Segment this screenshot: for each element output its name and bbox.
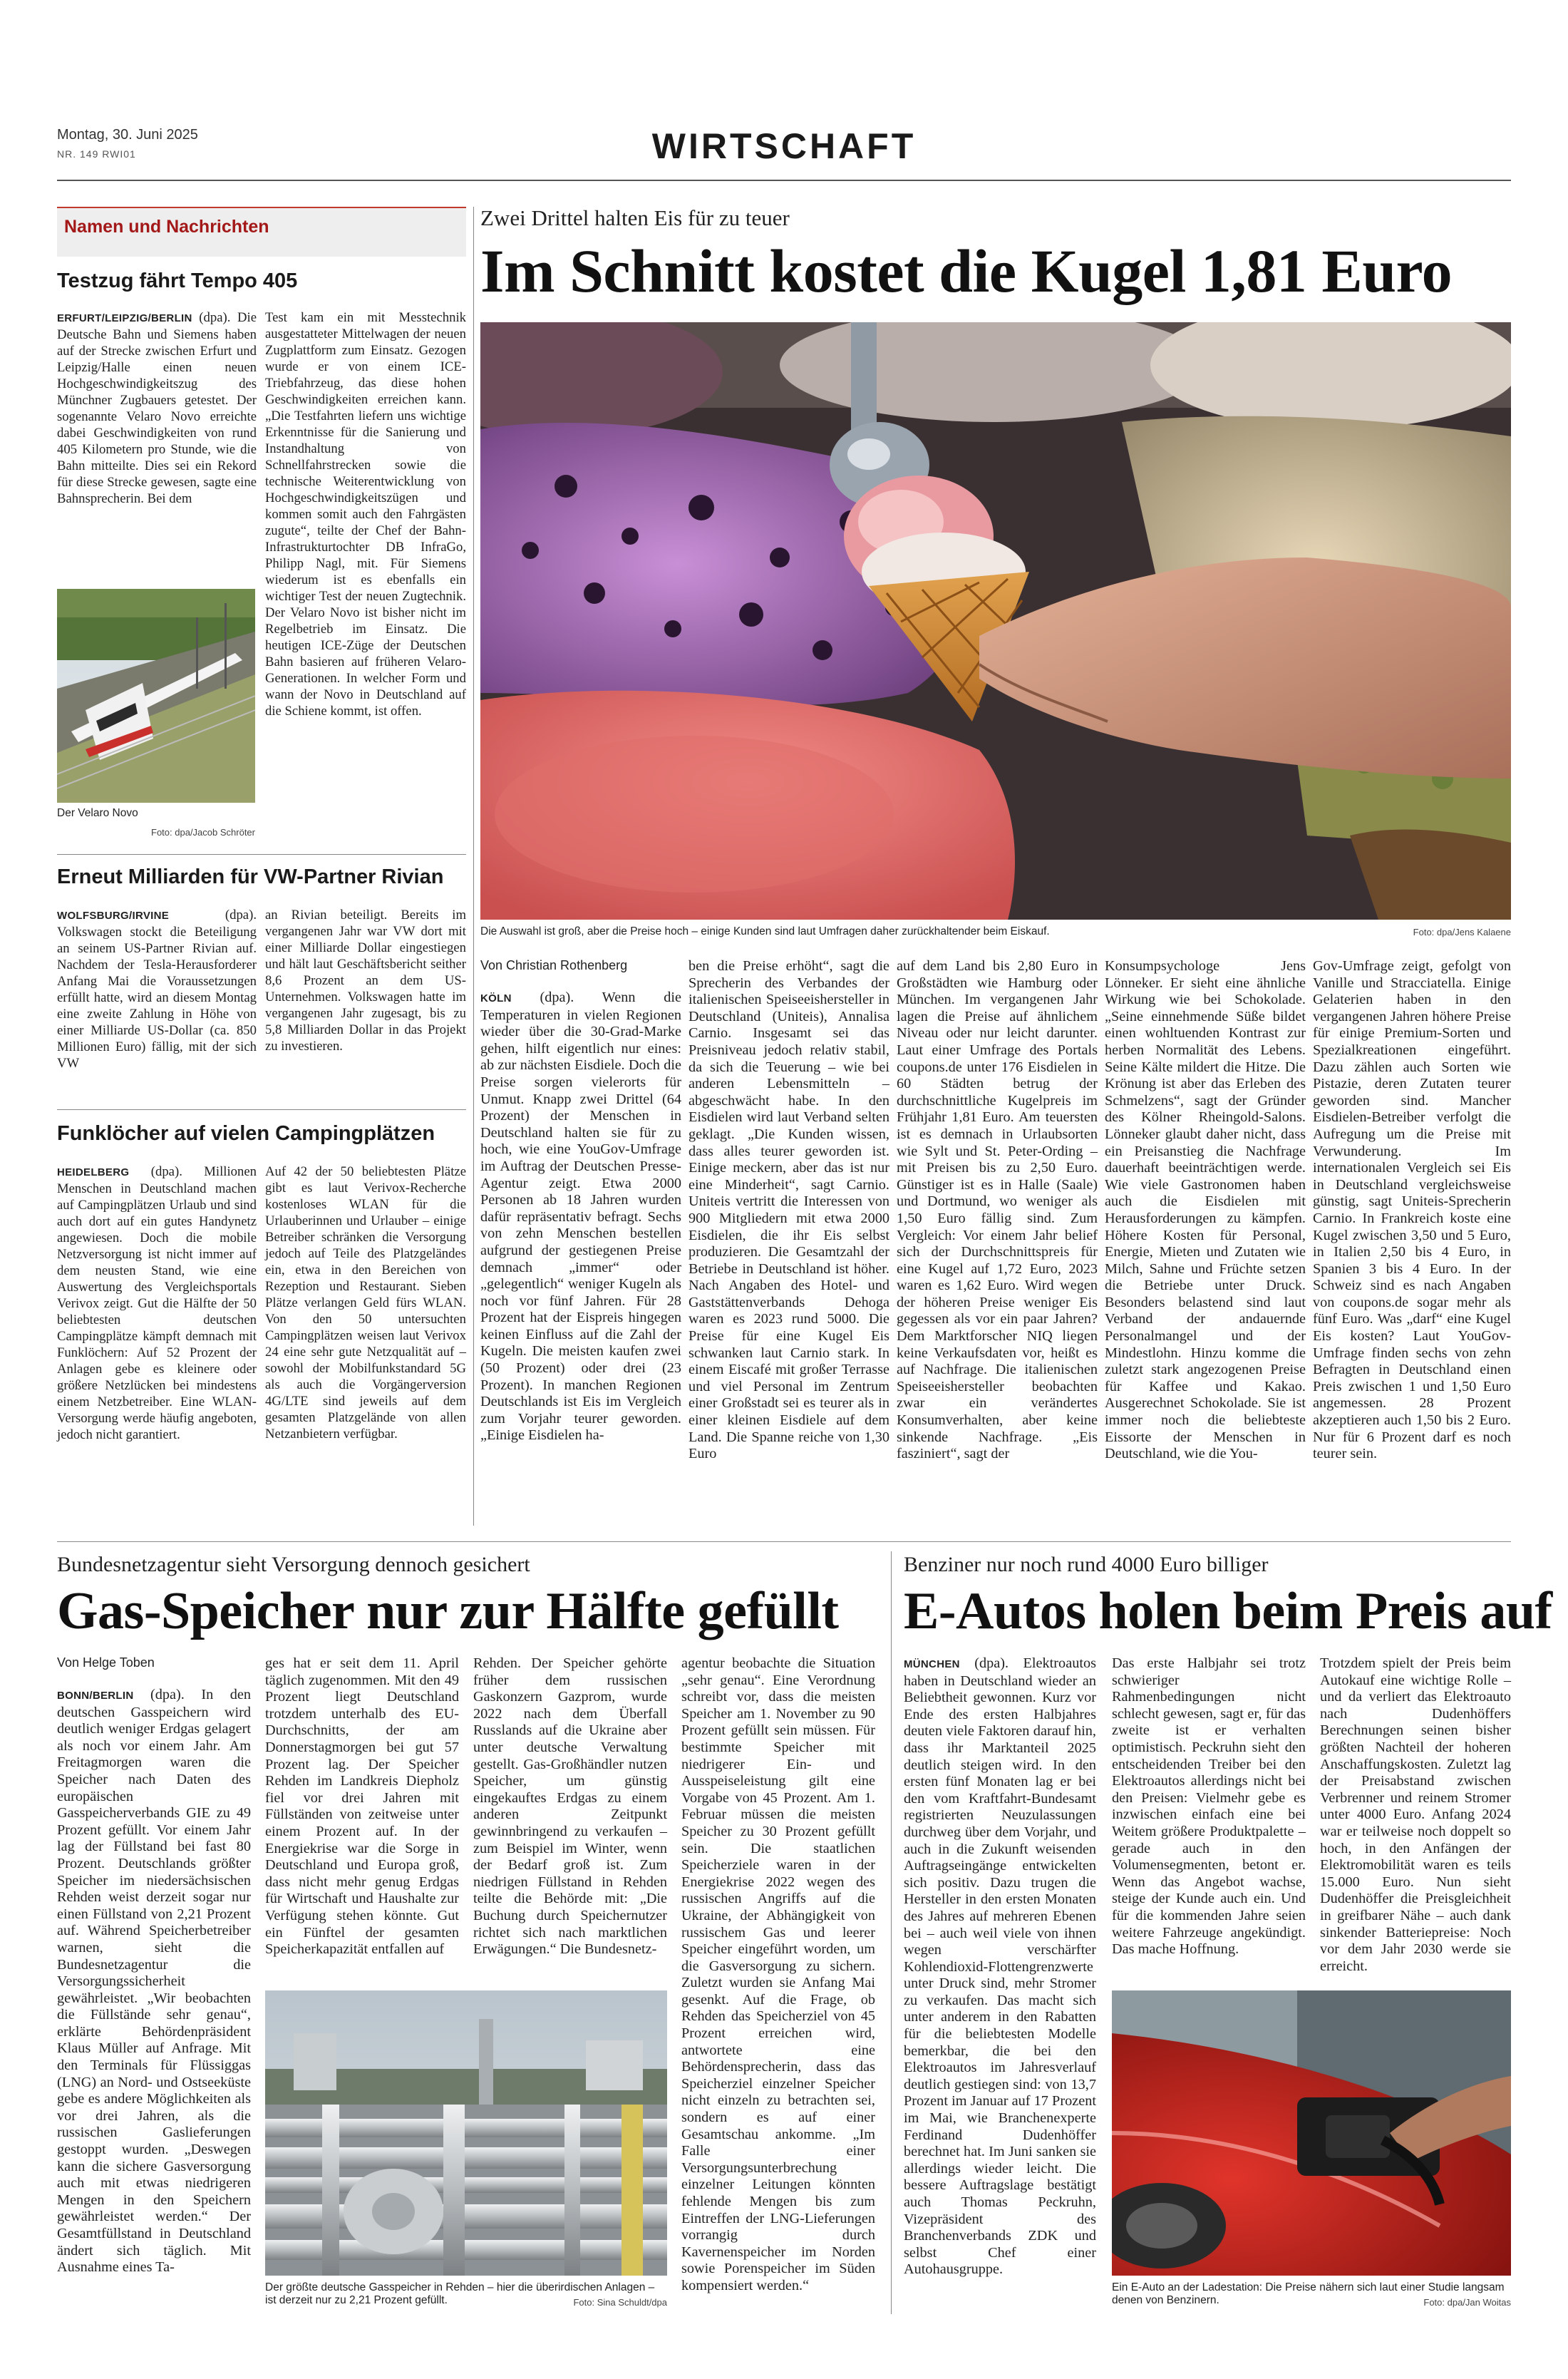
- header-rule: [57, 180, 1511, 181]
- issue-date: Montag, 30. Juni 2025: [57, 127, 198, 143]
- edition-code: NR. 149 RWI01: [57, 148, 136, 160]
- gas-kicker: Bundesnetzagentur sieht Versorgung dennoch gesichert: [57, 1553, 530, 1576]
- train-photo: [57, 589, 255, 803]
- ice-byline: Von Christian Rothenberg: [480, 958, 628, 972]
- news-item-text: [57, 309, 257, 507]
- news-item-dateline: WOLFSBURG/IRVINE: [57, 910, 170, 922]
- ice-body-1: (dpa). Wenn die Temperaturen in vielen Regionen wieder über die 30-Grad-Marke gehen, hilft eigentlich nur eines: ab zur nächsten Eisdiele. Doch die Preise sorgen vielerorts für Unmut. Knapp zwei Drittel (64 Prozent) der Menschen in Deutschland halten sie für zu hoch, wie eine YouGov-Umfrage im Auftrag der Deutschen Presse-Agentur zeigt. Etwa 2000 Personen ab 18 Jahren wurden dafür repräsentativ befragt. Sechs von zehn Menschen bestellen aufgrund der gestiegenen Preise demnach „immer“ oder „gelegentlich“ weniger Kugeln als noch vor fünf Jahren. Für 28 Prozent hat der Eispreis hingegen keinen Einfluss auf die Zahl der Kugeln. Die meisten kaufen zwei (50 Prozent) oder drei (23 Prozent). In manchen Regionen Deutschlands ist Eis im Vergleich zum Vorjahr teurer geworden. „Einige Eisdielen ha-: [480, 990, 681, 1444]
- eauto-column-3: Trotzdem spielt der Preis beim Autokauf eine wichtige Rolle – und da verliert das Elektroauto nach Dudenhöffers Berechnungen seinen bisher größten Nachteil der hoheren Anschaffungskosten. Zuletzt lag der Preisabstand zwischen Verbrenner und reinem Stromer unter 4000 Euro. Anfang 2024 war er teilweise noch doppelt so hoch, in den Anfängen der Elektromobilität waren es teils 15.000 Euro. Nun sieht Dudenhöffer die Preisgleichheit in greifbarer Nähe – auch dank sinkender Batteriepreise: Noch vor dem Jahr 2030 werde sie erreicht.: [1320, 1655, 1511, 1974]
- ice-column-3: auf dem Land bis 2,80 Euro in Großstädten wie Hamburg oder München. Im vergangenen Jahr lagen die Preise auf ähnlichem Niveau oder nur leicht darunter. Laut einer Umfrage des Portals coupons.de unter 176 Eisdielen in 60 Städten betrug der durchschnittliche Kugelpreis im Frühjahr 1,81 Euro. Am teuersten ist es demnach in Urlaubsorten wie Sylt und St. Peter-Ording – mit Preisen bis zu 2,50 Euro. Günstiger ist es in Halle (Saale) und Dortmund, wo weniger als 1,50 Euro fällig sind. Zum Vergleich: Vor einem Jahr belief sich der Durchschnittspreis für eine Kugel auf 1,72 Euro, 2023 waren es 1,62 Euro. Wird wegen der höheren Preise weniger Eis gegessen als vor ein paar Jahren? Dem Marktforscher NIQ liegen keine Verkaufsdaten vor, heißt es auf Nachfrage. Die italienischen Speiseeishersteller beobachten zwar ein verändertes Konsumverhalten, aber keine sinkende Nachfrage. „Eis fasziniert“, sagt der: [897, 958, 1098, 1462]
- eauto-body-1: (dpa). Elektroautos haben in Deutschland wieder an Beliebtheit gewonnen. Kurz vor Ende des ersten Halbjahres deuten viele Faktoren darauf hin, dass ihr Marktanteil 2025 deutlich steigen wird. In den ersten fünf Monaten lag er bei den vom Kraftfahrt-Bundesamt registrierten Neuzulassungen durchweg über dem Vorjahr, und auch in die Zukunft weisenden Auftragseingänge entwickelten sich positiv. Dazu trugen die Hersteller in den ersten Monaten des Jahres auf mehreren Ebenen bei – auch weil viele von ihnen wegen verschärfter Kohlendioxid-Flottengrenzwerte unter Druck sind, mehr Stromer zu verkaufen. Das macht sich unter anderem in den Rabatten für die beliebtesten Modelle bemerkbar, die bei den Elektroautos im Jahresverlauf deutlich gestiegen sind: von 13,7 Prozent im Januar auf 17 Prozent im Mai, wie Branchenexperte Ferdinand Dudenhöffer berechnet hat. Im Juni sanken sie allerdings wieder leicht. Die bessere Auftragslage bestätigt auch Thomas Peckruhn, Vizepräsident des Branchenverbands ZDK und selbst Chef einer Autohausgruppe.: [904, 1655, 1096, 2278]
- ev-charging-image: [1112, 1990, 1511, 2276]
- news-divider: [57, 1109, 466, 1110]
- eauto-kicker: Benziner nur noch rund 4000 Euro billiger: [904, 1553, 1269, 1576]
- ice-dateline: KÖLN: [480, 992, 512, 1004]
- column-divider: [891, 1551, 892, 2314]
- ice-photo-caption: Die Auswahl ist groß, aber die Preise hoch – einige Kunden sind laut Umfragen daher zurückhaltender beim Eiskauf.: [480, 925, 1050, 937]
- gas-storage-image: [265, 1990, 667, 2276]
- gas-column-2: ges hat er seit dem 11. April täglich zugenommen. Mit den 49 Prozent liegt Deutschland trotzdem unterhalb des EU-Durchschnitts, der am Donnerstagmorgen bei gut 57 Prozent lag. Der Speicher Rehden im Landkreis Diepholz fiel vor drei Jahren mit Füllständen von zeitweise unter einem Prozent auf. In der Energiekrise war die Sorge in Deutschland und Europa groß, dass nicht mehr genug Erdgas für Wirtschaft und Haushalte zur Verfügung stehen könnte. Gut ein Fünftel der gesamten Speicherkapazität entfallen auf: [265, 1655, 459, 1958]
- ice-column-2: ben die Preise erhöht“, sagt die Sprecherin des Verbandes der italienischen Speiseeishersteller in Deutschland (Uniteis), Annalisa Carnio. Insgesamt sei das Preisniveau jedoch relativ stabil, da sich die Teuerung – wie bei anderen Lebensmitteln – abgeschwächt habe. In den Eisdielen wird laut Verband selten geklagt. „Die Kunden wissen, dass alles teurer geworden ist. Einige meckern, aber das ist nur eine Minderheit“, sagt Carnio. Uniteis vertritt die Interessen von 900 Mitgliedern mit etwa 2000 Eisdielen, die ihr Eis selbst produzieren. Die Gesamtzahl der Betriebe in Deutschland ist höher. Nach Angaben des Hotel- und Gaststättenverbands Dehoga waren es 2023 rund 5000. Die Preise für eine Kugel Eis schwanken laut Carnio stark. In einem Eiscafé mit großer Terrasse und viel Personal im Zentrum einer Großstadt sei es teurer als in einer kleinen Eisdiele auf dem Land. Die Spanne reiche von 1,30 Euro: [688, 958, 889, 1462]
- section-divider: [57, 1541, 1511, 1542]
- ice-headline: Im Schnitt kostet die Kugel 1,81 Euro: [480, 237, 1453, 305]
- eauto-headline: E-Autos holen beim Preis auf: [904, 1582, 1552, 1640]
- news-item-title: Erneut Milliarden für VW-Partner Rivian: [57, 865, 444, 888]
- train-photo-caption: Der Velaro Novo: [57, 807, 138, 819]
- eauto-dateline: MÜNCHEN: [904, 1658, 960, 1670]
- news-item-text: [57, 907, 257, 1072]
- news-box-title: Namen und Nachrichten: [57, 207, 466, 257]
- gas-photo-credit: Foto: Sina Schuldt/dpa: [573, 2297, 667, 2308]
- gas-column-4: agentur beobachte die Situation „sehr genau“. Eine Verordnung schreibt vor, dass die meisten Speicher am 1. November zu 90 Prozent gefüllt sein müssen. Für bestimmte Speicher mit niedrigerer Ein- und Ausspeiseleistung gilt eine Vorgabe von 45 Prozent. Am 1. Februar müssen die meisten Speicher zu 30 Prozent gefüllt sein. Die staatlichen Speicherziele waren in der Energiekrise 2022 wegen des russischen Angriffs auf die Ukraine, der Abhängigkeit von russischem Gas und leerer Speicher eingeführt worden, um die Gasversorgung zu sichern. Zuletzt wurden sie Anfang Mai gesenkt. Auf die Frage, ob Rehden das Speicherziel von 45 Prozent erreichen wird, antwortete eine Behördensprecherin, dass das Speicherziel einzelner Speicher nicht einzeln zu betrachten sei, sondern es auf einer Gesamtschau ankomme. „Im Falle einer Versorgungsunterbrechung einzelner Leitungen könnten fehlende Mengen bis zum Eintreffen der LNG-Lieferungen vorrangig durch Kavernenspeicher im Norden sowie Porenspeicher im Süden kompensiert werden.“: [681, 1655, 875, 2293]
- news-item-dateline: ERFURT/LEIPZIG/BERLIN: [57, 312, 192, 324]
- news-item-body: (dpa). Die Deutsche Bahn und Siemens haben auf der Strecke zwischen Erfurt und Leipzig/Halle einen neuen Hochgeschwindigkeitszug des Münchner Zugbauers getestet. Der sogenannte Velaro Novo erreichte dabei Geschwindigkeiten von rund 405 Kilometern pro Stunde, wie die Bahn mitteilte. Dies sei ein Rekord für diese Strecke gewesen, sagte eine Bahnsprecherin. Bei dem: [57, 310, 257, 506]
- news-item-body: (dpa). Millionen Menschen in Deutschland machen auf Campingplätzen Urlaub und sind auch dort auf ein gutes Handynetz angewiesen. Doch die mobile Netzversorgung ist nicht immer auf dem neusten Stand, wie eine Auswertung des Vergleichsportals Verivox zeigt. Gut die Hälfte der 50 beliebtesten deutschen Campingplätze kämpft demnach mit Funklöchern: Auf 52 Prozent der Anlagen gebe es kleinere oder größere Netzlücken bei mindestens einem Netzbetreiber. Eine WLAN-Versorgung werde häufig angeboten, jedoch nicht garantiert.: [57, 1164, 257, 1442]
- news-divider: [57, 854, 466, 855]
- gas-column-3: Rehden. Der Speicher gehörte früher dem russischen Gaskonzern Gazprom, wurde 2022 nach dem Überfall Russlands auf die Ukraine aber unter deutsche Verwaltung gestellt. Gas-Großhändler nutzen Speicher, um günstig eingekauftes Erdgas zu einem anderen Zeitpunkt gewinnbringend zu verkaufen – zum Beispiel im Winter, wenn der Bedarf groß ist. Zum niedrigen Füllstand in Rehden teilte die Behörde mit: „Die Buchung durch Speichernutzer richtet sich nach marktlichen Erwägungen.“ Die Bundesnetz-: [473, 1655, 667, 1958]
- news-item-text-col2: Test kam ein mit Messtechnik ausgestatteter Mittelwagen der neuen Zugplattform zum Einsatz. Gezogen wurde er von einem ICE-Triebfahrzeug, das diese hohen Geschwindigkeiten erreichen kann. „Die Testfahrten liefern uns wichtige Erkenntnisse für die Sanierung und Instandhaltung von Schnellfahrstrecken sowie die technische Weiterentwicklung von Hochgeschwindigkeitszügen und kommen somit auch den Fahrgästen zugute“, teilte der Chef der Bahn-Infrastrukturtochter DB InfraGo, Philipp Nagl, mit. Für Siemens wiederum ist es ebenfalls ein wichtiger Test der neuen Zugtechnik. Der Velaro Novo ist bisher nicht im Regelbetrieb im Einsatz. Die heutigen ICE-Züge der Deutschen Bahn basieren auf früheren Velaro-Generationen. In welcher Form und wann der Novo in Deutschland auf die Schiene kommt, ist offen.: [265, 310, 466, 719]
- ice-photo-credit: Foto: dpa/Jens Kalaene: [1413, 927, 1511, 937]
- gas-storage-photo: [265, 1990, 667, 2276]
- section-title: WIRTSCHAFT: [651, 126, 917, 166]
- news-item-text-col2: Auf 42 der 50 beliebtesten Plätze gibt es laut Verivox-Recherche kostenloses WLAN für die Urlauberinnen und Urlauber – einige Betreiber schränken die Versorgung jedoch auf Teile des Platzgeländes ein, etwa in den Bereichen von Rezeption und Restaurant. Sieben Plätze verlangen Geld fürs WLAN. Von den 50 untersuchten Campingplätzen weisen laut Verivox 24 eine sehr gute Netzqualität auf – sowohl der Mobilfunkstandard 5G als auch die Vorgängerversion 4G/LTE sind jeweils auf dem gesamten Platzgelände von allen Netzanbietern verfügbar.: [265, 1164, 466, 1442]
- news-item-body: (dpa). Volkswagen stockt die Beteiligung an seinem US-Partner Rivian auf. Nachdem der Tesla-Herausforderer Anfang Mai die Voraussetzungen erfüllt hatte, wird an diesem Montag eine zweite Zahlung in Höhe von einer Milliarde US-Dollar (ca. 850 Millionen Euro) fällig, mit der sich VW: [57, 908, 257, 1071]
- gas-body-1: (dpa). In den deutschen Gasspeichern wird deutlich weniger Erdgas gelagert als noch vor einem Jahr. Am Freitagmorgen waren die Speicher nach Daten des europäischen Gasspeicherverbands GIE zu 49 Prozent gefüllt. Vor einem Jahr lag der Füllstand bei fast 80 Prozent. Deutschlands größter Speicher im niedersächsischen Rehden weist derzeit sogar nur einen Füllstand von 2,21 Prozent auf. Während Speicherbetreiber warnen, sieht die Bundesnetzagentur die Versorgungssicherheit gewährleistet. „Wir beobachten die Füllstände sehr genau“, erklärte Behördenpräsident Klaus Müller auf Anfrage. Mit den Terminals für Flüssiggas (LNG) an Nord- und Ostseeküste gebe es andere Möglichkeiten als vor drei Jahren, als die russischen Gaslieferungen gestoppt wurden. „Deswegen kann die sichere Gasversorgung auch mit etwas niedrigeren Mengen in den Speichern gewährleistet werden.“ Der Gesamtfüllstand in Deutschland ändert sich täglich. Mit Ausnahme eines Ta-: [57, 1687, 251, 2276]
- eauto-column-2: Das erste Halbjahr sei trotz schwieriger Rahmenbedingungen nicht schlecht gewesen, sagt er, für das zweite ist er verhalten optimistisch. Peckruhn sieht den entscheidenden Treiber bei den Elektroautos allerdings nicht bei den Preisen: Vielmehr gebe es inzwischen einfach eine bei Weitem größere Produktpalette – gerade auch in den Volumensegmenten, betont er. Wenn das Angebot wachse, steige der Kunde auch ein. Und für die kommenden Jahre seien weitere Fahrzeuge angekündigt. Das mache Hoffnung.: [1112, 1655, 1306, 1958]
- ev-charging-photo: [1112, 1990, 1511, 2276]
- gas-dateline: BONN/BERLIN: [57, 1690, 134, 1702]
- ice-kicker: Zwei Drittel halten Eis für zu teuer: [480, 205, 790, 230]
- news-item-title: Testzug fährt Tempo 405: [57, 269, 298, 292]
- gas-byline: Von Helge Toben: [57, 1655, 155, 1670]
- news-item-dateline: HEIDELBERG: [57, 1166, 130, 1178]
- train-photo-image: [57, 589, 255, 803]
- ice-cream-image: [480, 322, 1511, 920]
- train-photo-credit: Foto: dpa/Jacob Schröter: [151, 827, 255, 838]
- ice-column-1: [480, 990, 681, 1444]
- column-divider: [473, 207, 474, 1526]
- news-item-title: Funklöcher auf vielen Campingplätzen: [57, 1122, 435, 1145]
- ev-photo-credit: Foto: dpa/Jan Woitas: [1423, 2297, 1511, 2308]
- gas-column-1: [57, 1687, 251, 2276]
- ice-column-4: Konsumpsychologe Jens Lönneker. Er sieht eine ähnliche Wirkung wie bei Schokolade. „Seine einnehmende Süße bildet einen wohltuenden Kontrast zur herben Normalität des Lebens. Seine Kälte mildert die Hitze. Die Krönung ist aber das Erleben des Schmelzens“, sagt der Gründer des Kölner Rheingold-Salons. Lönneker glaubt daher nicht, dass ein Preisanstieg die Nachfrage dauerhaft beeinträchtigen werde. Wie viele Gastronomen haben auch die Eisdielen mit Herausforderungen zu kämpfen. Höhere Kosten für Personal, Energie, Mieten und Zutaten wie Milch, Sahne und Früchte setzen die Betriebe unter Druck. Besonders belastend sind laut Verband der andauernde Personalmangel und der Mindestlohn. Hinzu komme die zuletzt stark angezogenen Preise für Kaffee und Kakao. Ausgerechnet Schokolade. Sie ist immer noch die beliebteste Eissorte der Menschen in Deutschland, wie die You-: [1105, 958, 1306, 1462]
- news-item-text-col2: an Rivian beteiligt. Bereits im vergangenen Jahr war VW dort mit einer Milliarde Dollar eingestiegen und hält laut Geschäftsbericht seither 8,6 Prozent an dem US-Unternehmen. Volkswagen hatte im vergangenen Jahr zugesagt, bis zu 5,8 Milliarden Dollar in das Projekt zu investieren.: [265, 908, 466, 1054]
- gas-photo-caption: Der größte deutsche Gasspeicher in Rehden – hier die überirdischen Anlagen – ist derzeit nur zu 2,21 Prozent gefüllt.: [265, 2281, 655, 2306]
- gas-headline: Gas-Speicher nur zur Hälfte gefüllt: [57, 1582, 839, 1640]
- news-item-text: [57, 1163, 257, 1443]
- ev-photo-caption: Ein E-Auto an der Ladestation: Die Preise nähern sich laut einer Studie langsam denen von Benzinern.: [1112, 2281, 1505, 2306]
- ice-cream-photo: [480, 322, 1511, 920]
- eauto-column-1: [904, 1655, 1096, 2278]
- ice-column-5: Gov-Umfrage zeigt, gefolgt von Vanille und Stracciatella. Einige Gelaterien haben in den vergangenen Jahren höhere Preise für einige Premium-Sorten und Spezialkreationen eingeführt. Dazu zählen auch Sorten wie Pistazie, deren Zutaten teurer geworden sind. Mancher Eisdielen-Betreiber verfolgt die Aufregung um die Preise mit Verwunderung. Im internationalen Vergleich sei Eis in Deutschland vergleichsweise günstig, sagt Uniteis-Sprecherin Carnio. In Frankreich koste eine Kugel zwischen 3,50 und 5 Euro, in Italien 2,50 bis 4 Euro, in Spanien 3 bis 4 Euro. In der Schweiz sind es nach Angaben von coupons.de sogar mehr als fünf Euro. Was „darf“ eine Kugel Eis kosten? Laut YouGov-Umfrage finden sechs von zehn Befragten in Deutschland einen Preis zwischen 1 und 1,50 Euro angemessen. 28 Prozent akzeptieren auch 1,50 bis 2 Euro. Nur für 6 Prozent darf es noch teurer sein.: [1313, 958, 1511, 1462]
